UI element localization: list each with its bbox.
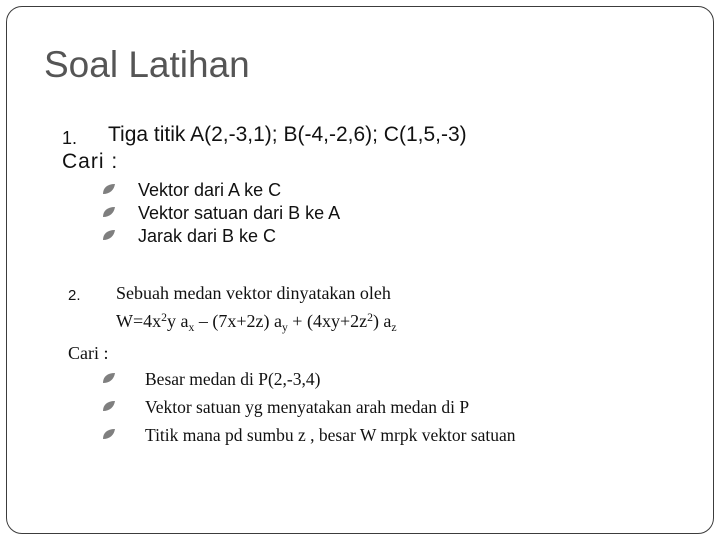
q1-cari-label: Cari :	[62, 150, 119, 173]
leaf-bullet-icon	[102, 183, 116, 195]
q1-item-1: Vektor dari A ke C	[138, 180, 282, 200]
q2-formula: $W=4x^2y$ $a_x - (7x+2z) a_y + (4xy+2z^2)$ $a_z$	[116, 311, 397, 334]
q2-line1: Sebuah medan vektor dinyatakan oleh	[116, 283, 391, 303]
slide-title: Soal Latihan	[44, 44, 250, 85]
q2-item-1: Besar medan di P(2,-3,4)	[145, 369, 321, 389]
q1-item-3: Jarak dari B ke C	[138, 226, 277, 246]
leaf-bullet-icon	[102, 400, 116, 412]
q1-number: 1.	[62, 128, 78, 148]
leaf-bullet-icon	[102, 206, 116, 218]
q2-number: 2.	[68, 287, 81, 304]
q2-cari-label: Cari :	[68, 343, 109, 363]
leaf-bullet-icon	[102, 229, 116, 241]
q1-text: Tiga titik A(2,-3,1); B(-4,-2,6); C(1,5,-3)	[108, 123, 467, 146]
leaf-bullet-icon	[102, 372, 116, 384]
q2-item-3: Titik mana pd sumbu z , besar W mrpk vektor satuan	[145, 425, 516, 445]
q2-item-2: Vektor satuan yg menyatakan arah medan di P	[145, 397, 470, 417]
q1-item-2: Vektor satuan dari B ke A	[138, 203, 341, 223]
leaf-bullet-icon	[102, 428, 116, 440]
